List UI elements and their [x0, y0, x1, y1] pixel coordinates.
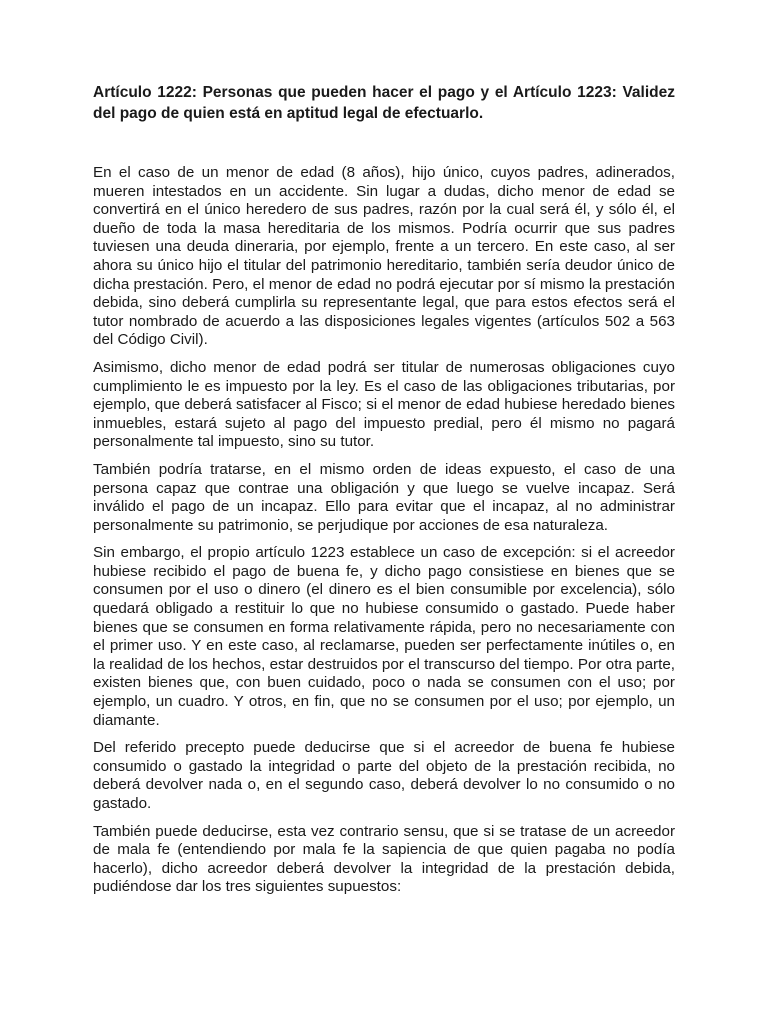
paragraph-1: En el caso de un menor de edad (8 años), hijo único, cuyos padres, adinerados, mueren intestados en un accidente. Sin lugar a dudas, dicho menor de edad se convertirá en el único heredero de sus padres, razón por la cual será él, y sólo él, el dueño de toda la masa hereditaria de los mismos. Podría ocurrir que sus padres tuviesen una deuda dineraria, por ejemplo, frente a un tercero. En este caso, al ser ahora su único hijo el titular del patrimonio hereditario, también sería deudor único de dicha prestación. Pero, el menor de edad no podrá ejecutar por sí mismo la prestación debida, sino deberá cumplirla su representante legal, que para estos efectos será el tutor nombrado de acuerdo a las disposiciones legales vigentes (artículos 502 a 563 del Código Civil). [93, 164, 675, 349]
document-title: Artículo 1222: Personas que pueden hacer el pago y el Artículo 1223: Validez del pago de quien está en aptitud legal de efectuarlo. [93, 84, 675, 122]
paragraph-3: También podría tratarse, en el mismo orden de ideas expuesto, el caso de una persona capaz que contrae una obligación y que luego se vuelve incapaz. Será inválido el pago de un incapaz. Ello para evitar que el incapaz, al no administrar personalmente su patrimonio, se perjudique por acciones de esa naturaleza. [93, 460, 675, 534]
paragraph-6: También puede deducirse, esta vez contrario sensu, que si se tratase de un acreedor de mala fe (entendiendo por mala fe la sapiencia de que quien pagaba no podía hacerlo), dicho acreedor deberá devolver la integridad de la prestación debida, pudiéndose dar los tres siguientes supuestos: [93, 822, 675, 896]
paragraph-2: Asimismo, dicho menor de edad podrá ser titular de numerosas obligaciones cuyo cumplimiento le es impuesto por la ley. Es el caso de las obligaciones tributarias, por ejemplo, que deberá satisfacer al Fisco; si el menor de edad hubiese heredado bienes inmuebles, estará sujeto al pago del impuesto predial, pero él mismo no pagará personalmente tal impuesto, sino su tutor. [93, 358, 675, 451]
paragraph-4: Sin embargo, el propio artículo 1223 establece un caso de excepción: si el acreedor hubiese recibido el pago de buena fe, y dicho pago consistiese en bienes que se consumen por el uso o dinero (el dinero es el bien consumible por excelencia), sólo quedará obligado a restituir lo que no hubiese consumido o gastado. Puede haber bienes que se consumen en forma relativamente rápida, pero no necesariamente con el primer uso. Y en este caso, al reclamarse, pueden ser perfectamente inútiles o, en la realidad de los hechos, estar destruidos por el transcurso del tiempo. Por otra parte, existen bienes que, con buen cuidado, poco o nada se consumen con el uso; por ejemplo, un cuadro. Y otros, en fin, que no se consumen por el uso; por ejemplo, un diamante. [93, 544, 675, 729]
document-page [93, 82, 675, 906]
paragraph-5: Del referido precepto puede deducirse que si el acreedor de buena fe hubiese consumido o gastado la integridad o parte del objeto de la prestación recibida, no deberá devolver nada o, en el segundo caso, deberá devolver lo no consumido o no gastado. [93, 739, 675, 812]
